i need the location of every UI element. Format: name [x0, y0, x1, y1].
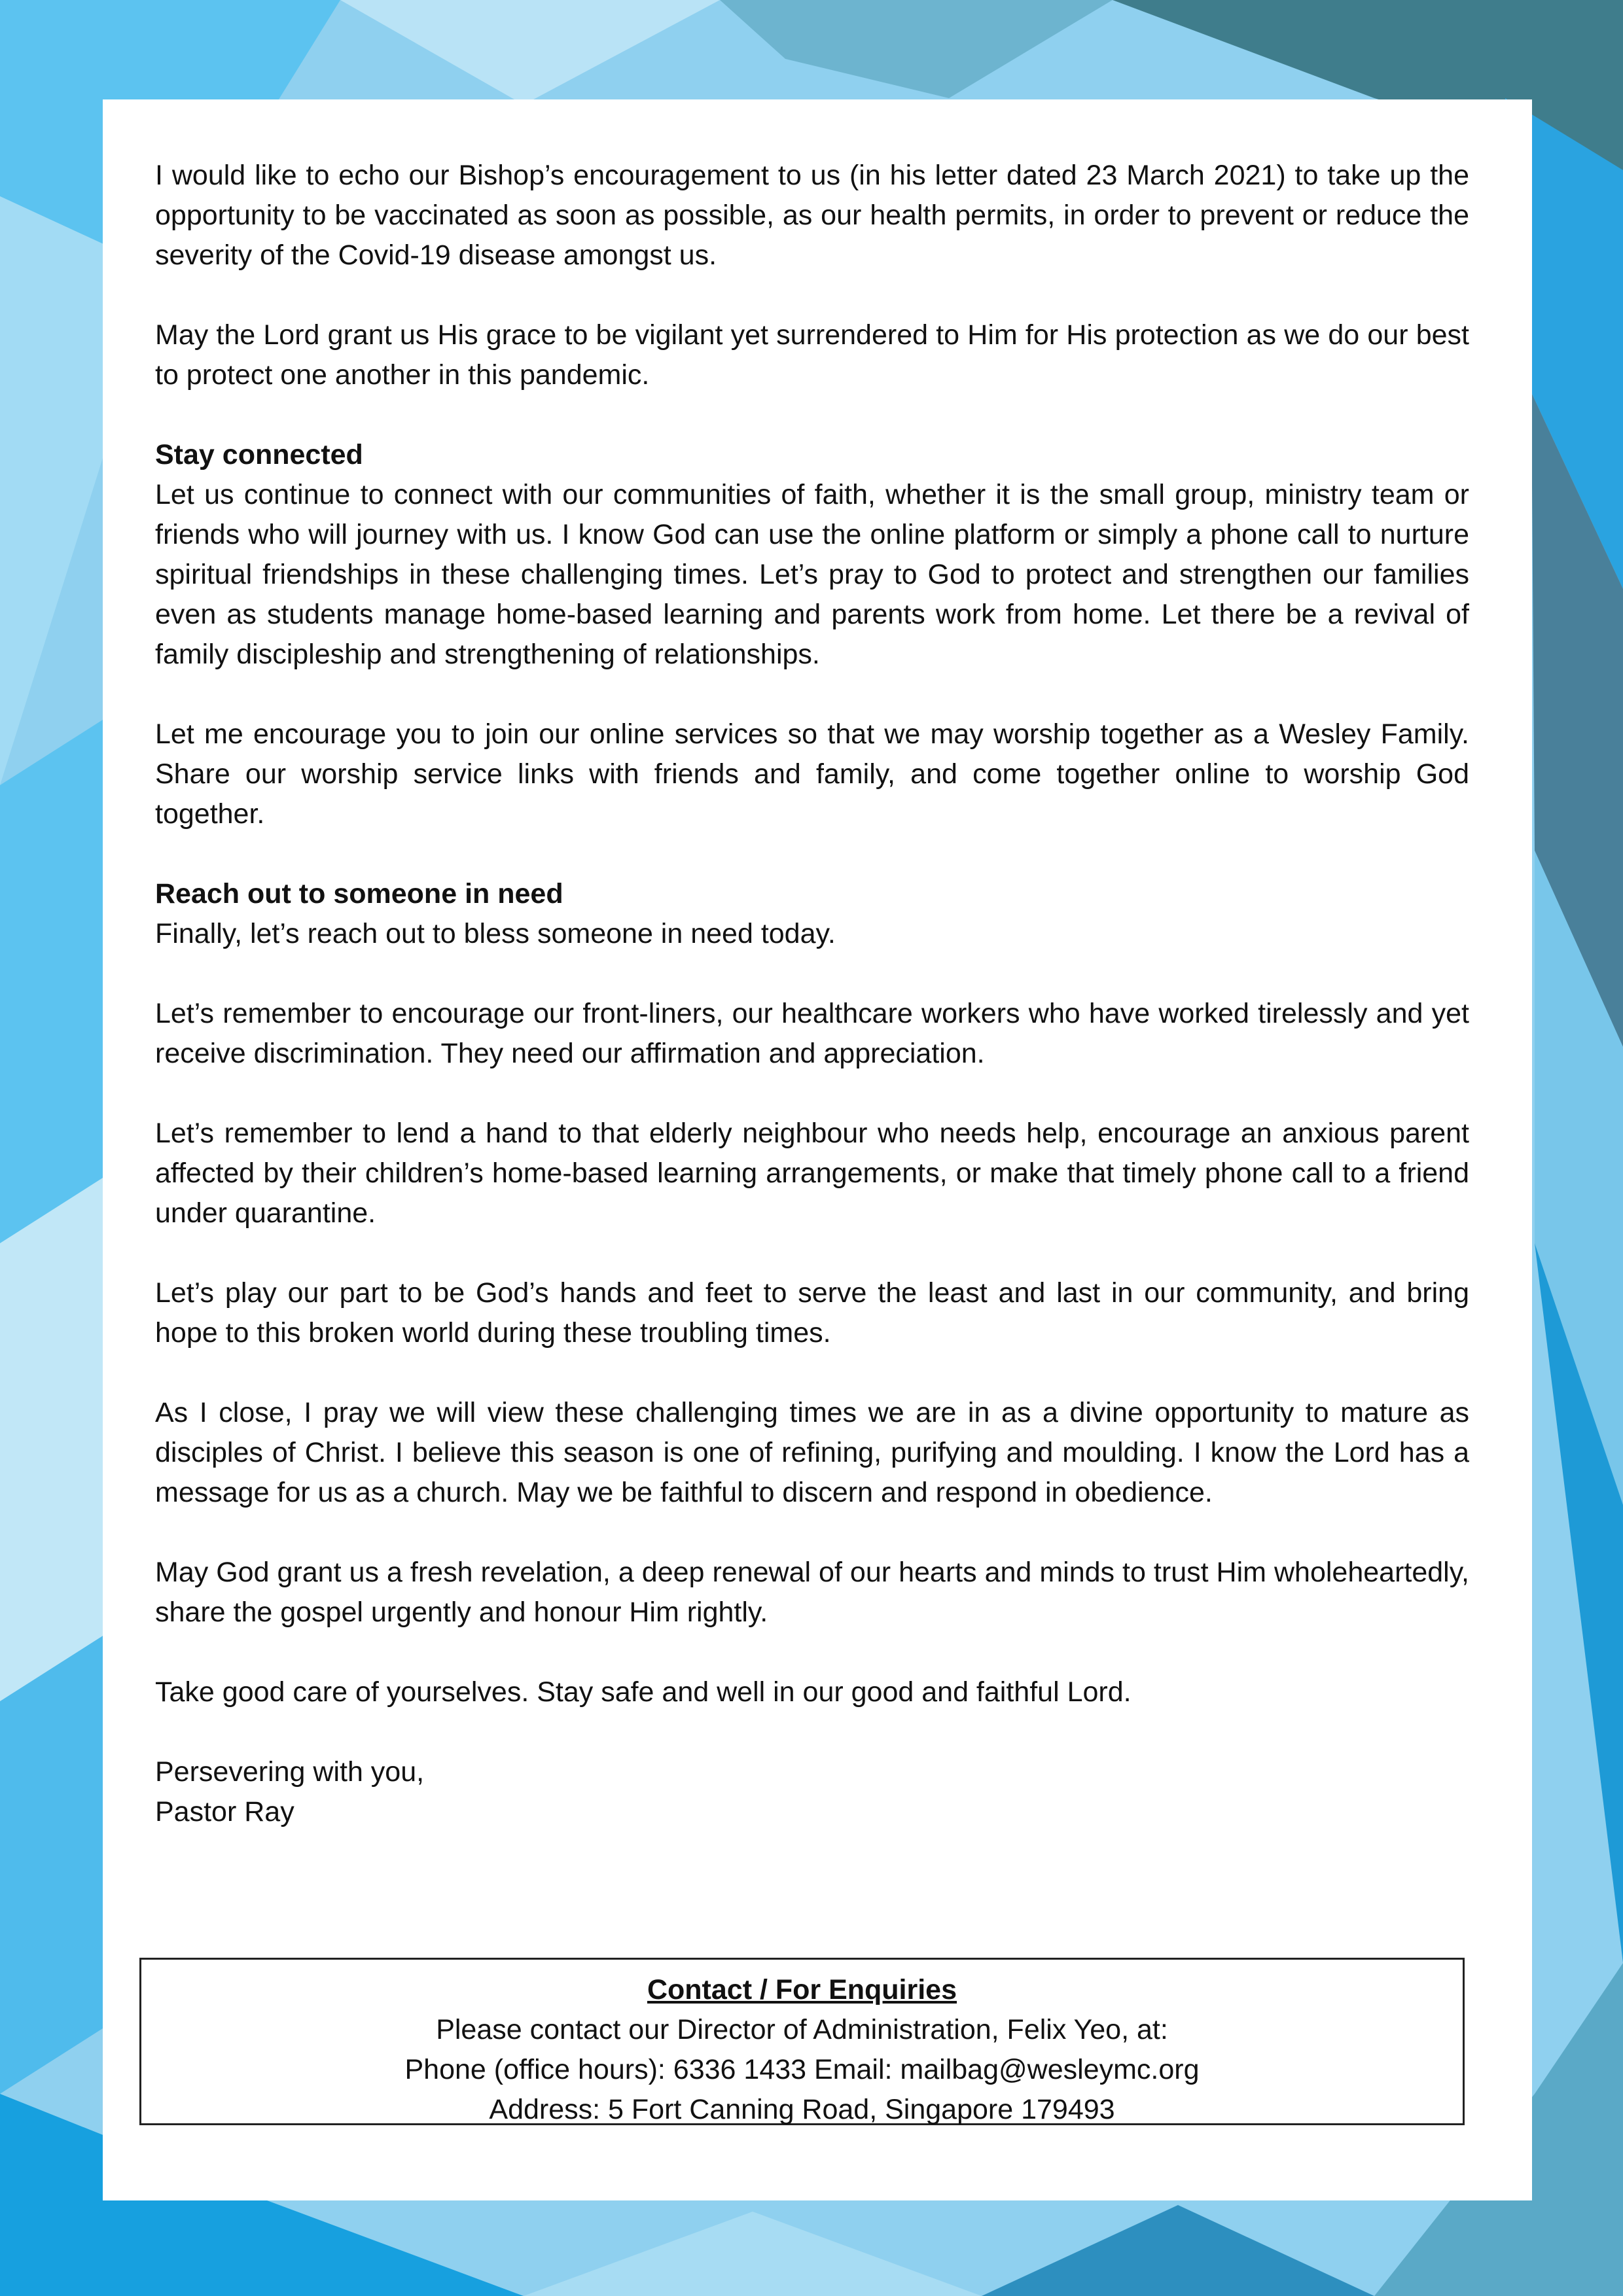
heading-stay-connected: Stay connected: [155, 439, 363, 470]
letter-body: [155, 156, 1469, 1872]
closing-phrase: Persevering with you,: [155, 1756, 425, 1788]
heading-reach-out: Reach out to someone in need: [155, 878, 563, 910]
paragraph-front-liners: Let’s remember to encourage our front-liners, our healthcare workers who have worked tirelessly and yet receive discrimination. They need our affirmation and appreciation.: [155, 998, 1469, 1069]
section-reach-out: [155, 874, 1469, 954]
paragraph-lend-a-hand: Let’s remember to lend a hand to that elderly neighbour who needs help, encourage an anxious parent affected by their children’s home-based learning arrangements, or make that timely phone call to a friend under quarantine.: [155, 1118, 1469, 1229]
paragraph-vaccination: I would like to echo our Bishop’s encouragement to us (in his letter dated 23 March 2021) to take up the opportunity to be vaccinated as soon as possible, as our health permits, in order to prevent or reduce the severity of the Covid-19 disease amongst us.: [155, 160, 1469, 271]
paragraph-play-our-part: Let’s play our part to be God’s hands and feet to serve the least and last in our community, and bring hope to this broken world during these troubling times.: [155, 1277, 1469, 1349]
letter-sheet: [103, 99, 1532, 2200]
paragraph-online-services: Let me encourage you to join our online services so that we may worship together as a Wesley Family. Share our worship service links with friends and family, and come together online to worship God together.: [155, 718, 1469, 830]
section-stay-connected: [155, 435, 1469, 675]
contact-title: Contact / For Enquiries: [647, 1974, 957, 2005]
paragraph-closing-prayer: As I close, I pray we will view these challenging times we are in as a divine opportunity to mature as disciples of Christ. I believe this season is one of refining, purifying and moulding. I know the Lord has a message for us as a church. May we be faithful to discern and respond in obedience.: [155, 1397, 1469, 1508]
paragraph-take-care: Take good care of yourselves. Stay safe and well in our good and faithful Lord.: [155, 1676, 1132, 1708]
paragraph-grace: May the Lord grant us His grace to be vigilant yet surrendered to Him for His protection as we do our best to protect one another in this pandemic.: [155, 319, 1469, 391]
contact-address-line: Address: 5 Fort Canning Road, Singapore 179493: [489, 2094, 1115, 2125]
sign-off: [155, 1752, 1469, 1832]
signature-name: Pastor Ray: [155, 1796, 294, 1828]
contact-phone-email-line: Phone (office hours): 6336 1433 Email: mailbag@wesleymc.org: [404, 2054, 1200, 2085]
paragraph-fresh-revelation: May God grant us a fresh revelation, a deep renewal of our hearts and minds to trust Him wholeheartedly, share the gospel urgently and honour Him rightly.: [155, 1557, 1469, 1628]
contact-box: [139, 1958, 1465, 2125]
paragraph-bless-someone: Finally, let’s reach out to bless someone in need today.: [155, 918, 836, 949]
contact-director-line: Please contact our Director of Administration, Felix Yeo, at:: [436, 2014, 1168, 2045]
paragraph-connect-communities: Let us continue to connect with our communities of faith, whether it is the small group, ministry team or friends who will journey with us. I know God can use the online platform or simply a phone call to nurture spiritual friendships in these challenging times. Let’s pray to God to protect and strengthen our families even as students manage home-based learning and parents work from home. Let there be a revival of family discipleship and strengthening of relationships.: [155, 479, 1469, 670]
